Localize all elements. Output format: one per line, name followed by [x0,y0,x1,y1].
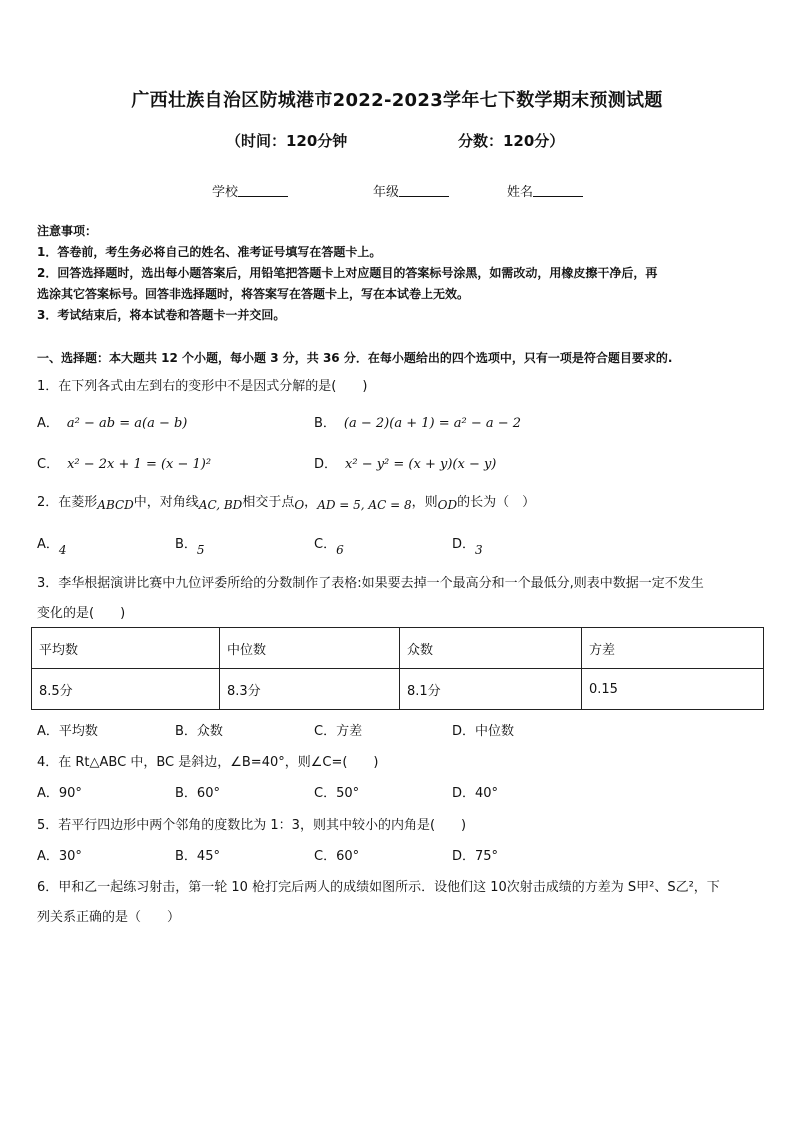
school-label: 学校 [212,185,239,200]
table-header-row [32,628,764,669]
q1-option-a-expr: a² − ab = a(a − b) [66,416,188,431]
q1-stem: 1．在下列各式由左到右的变形中不是因式分解的是( ) [37,379,368,394]
exam-time: （时间：120分钟 [226,132,348,150]
q2-option-a: A．4 [37,537,67,557]
notice-item: 1．答卷前，考生务必将自己的姓名、准考证号填写在答题卡上。 [37,245,382,259]
exam-score: 分数：120分） [458,132,565,150]
notice-item: 选涂其它答案标号。回答非选择题时，将答案写在答题卡上，写在本试卷上无效。 [37,287,470,301]
q4-stem: 4．在 Rt△ABC 中，BC 是斜边，∠B=40°，则∠C=( ) [37,755,379,770]
q2-option-c: C．6 [314,537,344,557]
q6-stem-line2: 列关系正确的是（ ） [37,910,181,925]
school-field [212,181,288,200]
exam-title: 广西壮族自治区防城港市2022-2023学年七下数学期末预测试题 [131,90,663,111]
table-header-cell: 众数 [400,628,582,669]
name-label: 姓名 [507,185,534,200]
grade-blank [399,184,449,197]
notice-item: 2．回答选择题时，选出每小题答案后，用铅笔把答题卡上对应题目的答案标号涂黑，如需改动，用橡皮擦干净后，再 [37,266,658,280]
q3-option-c: C．方差 [314,724,363,739]
q1-option-c-expr: x² − 2x + 1 = (x − 1)² [67,457,212,472]
q4-option-b: B．60° [175,786,220,801]
table-cell: 8.3分 [220,669,400,710]
q3-stem-line1: 3．李华根据演讲比赛中九位评委所给的分数制作了表格:如果要去掉一个最高分和一个最低分,则表中数据一定不发生 [37,576,704,591]
table-row [32,669,764,710]
q5-option-a: A．30° [37,849,82,864]
q1-option-a: A． a² − ab = a(a − b) [37,416,188,431]
q4-option-d: D．40° [452,786,499,801]
q2-option-b: B．5 [175,537,205,557]
name-blank [533,184,583,197]
stats-table [31,627,764,710]
q6-stem-line1: 6．甲和乙一起练习射击，第一轮 10 枪打完后两人的成绩如图所示．设他们这 10次射击成绩的方差为 S甲²、S乙²，下 [37,880,720,895]
q1-option-c: C． x² − 2x + 1 = (x − 1)² [37,457,212,472]
table-cell: 8.5分 [32,669,220,710]
table-header-cell: 中位数 [220,628,400,669]
q5-option-c: C．60° [314,849,360,864]
q3-option-b: B．众数 [175,724,223,739]
q4-option-a: A．90° [37,786,82,801]
notice-item: 3．考试结束后，将本试卷和答题卡一并交回。 [37,308,286,322]
q1-option-b-expr: (a − 2)(a + 1) = a² − a − 2 [343,416,522,431]
q3-stem-line2: 变化的是( ) [37,606,126,621]
school-blank [238,184,288,197]
q1-option-d: D． x² − y² = (x + y)(x − y) [314,457,497,472]
q4-option-c: C．50° [314,786,360,801]
q3-option-a: A．平均数 [37,724,98,739]
name-field [507,181,583,200]
q3-option-d: D．中位数 [452,724,515,739]
table-cell: 8.1分 [400,669,582,710]
section-heading: 一、选择题：本大题共 12 个小题，每小题 3 分，共 36 分．在每小题给出的四个选项中，只有一项是符合题目要求的. [37,351,673,365]
q2-stem: 2．在菱形ABCD中，对角线AC, BD相交于点O，AD = 5, AC = 8，则OD的长为（ ） [37,495,536,512]
grade-field [373,181,449,200]
q1-option-d-expr: x² − y² = (x + y)(x − y) [345,457,497,472]
q5-option-d: D．75° [452,849,499,864]
table-cell: 0.15 [582,669,764,710]
grade-label: 年级 [373,185,400,200]
q2-option-d: D．3 [452,537,483,557]
notice-heading: 注意事项： [37,224,98,238]
q5-option-b: B．45° [175,849,220,864]
table-header-cell: 方差 [582,628,764,669]
table-header-cell: 平均数 [32,628,220,669]
q1-option-b: B． (a − 2)(a + 1) = a² − a − 2 [314,416,522,431]
q5-stem: 5．若平行四边形中两个邻角的度数比为 1：3，则其中较小的内角是( ) [37,818,467,833]
notice-block [37,221,657,326]
